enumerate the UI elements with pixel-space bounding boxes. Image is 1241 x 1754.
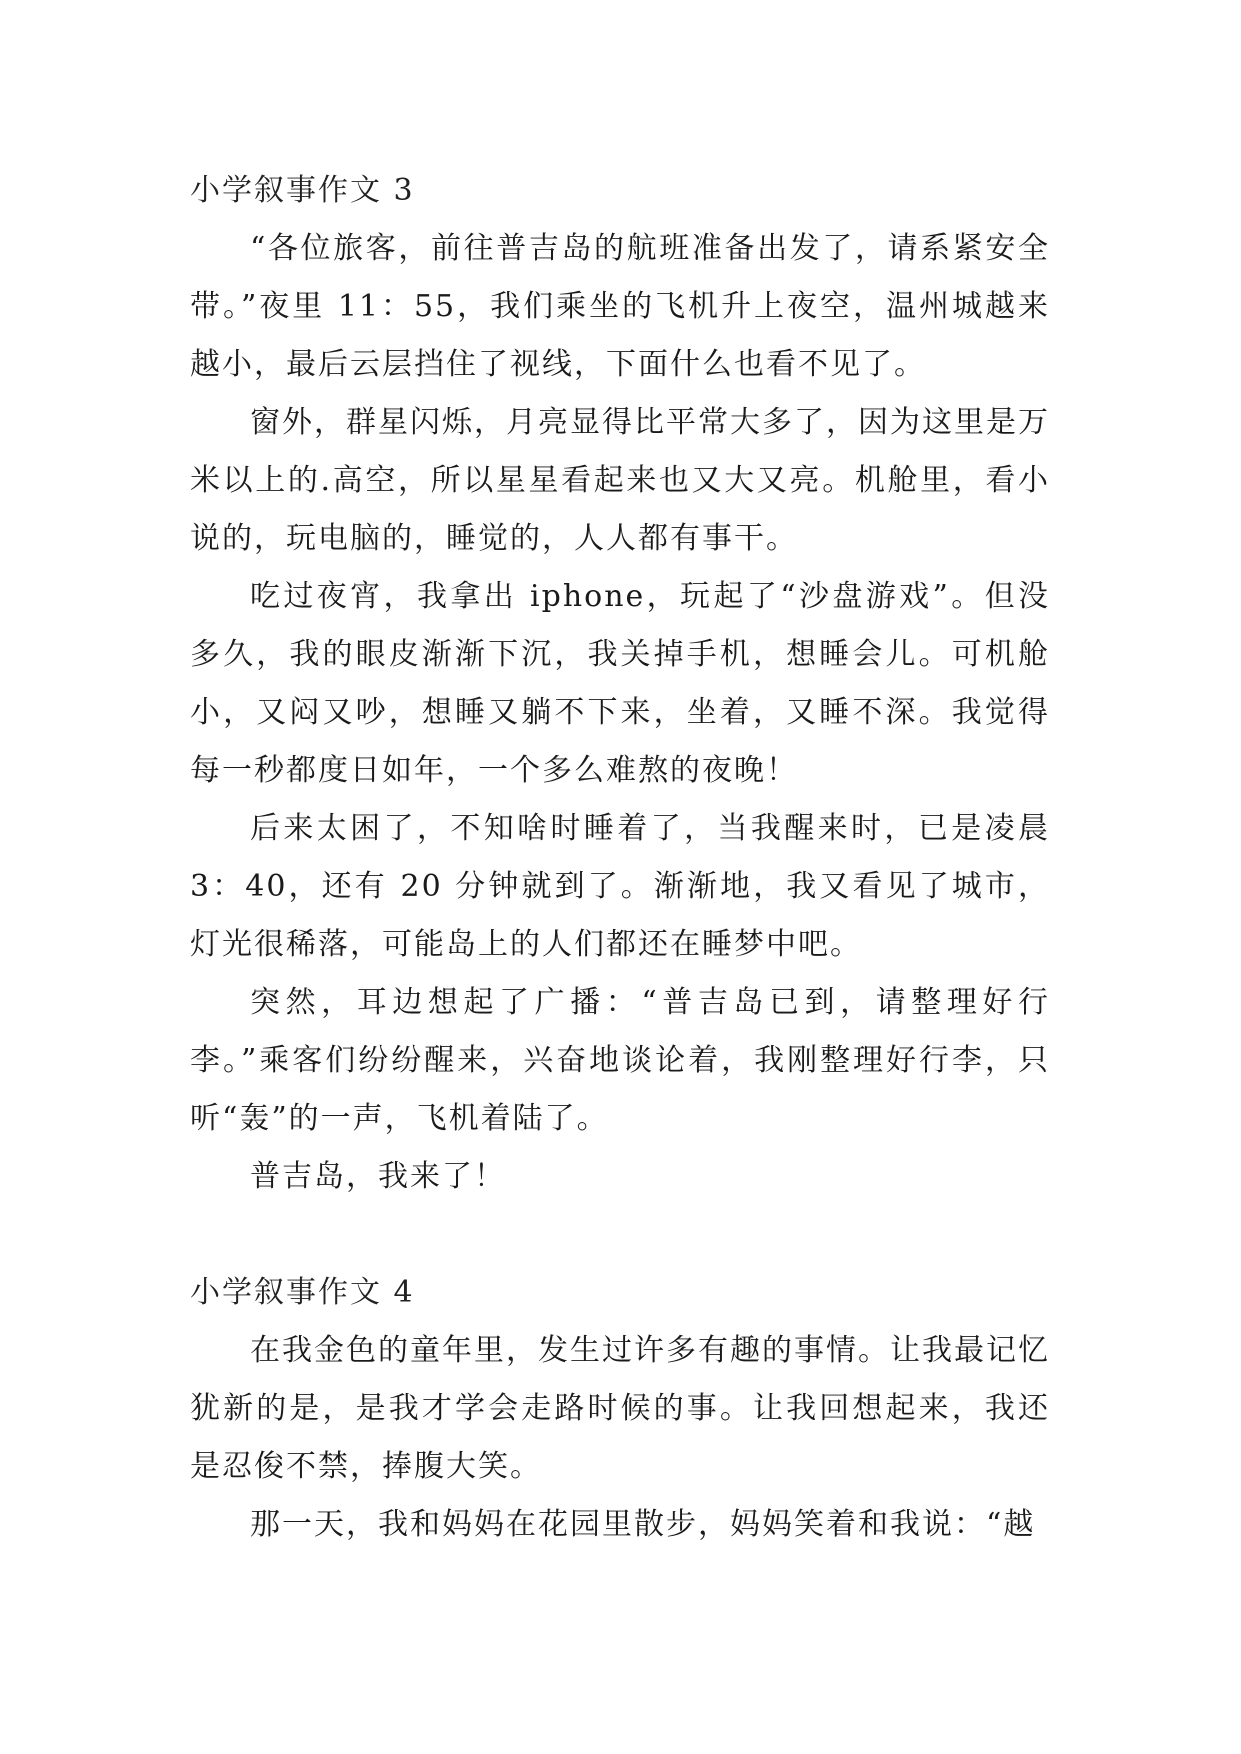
paragraph: “各位旅客，前往普吉岛的航班准备出发了，请系紧安全带。”夜里 11：55，我们乘坐的飞机升上夜空，温州城越来越小，最后云层挡住了视线，下面什么也看不见了。 [190,231,1050,382]
essay-title: 小学叙事作文 4 [190,1275,415,1310]
paragraph: 那一天，我和妈妈在花园里散步，妈妈笑着和我说：“越 [250,1507,1036,1542]
essay-title: 小学叙事作文 3 [190,173,415,208]
paragraph: 吃过夜宵，我拿出 iphone，玩起了“沙盘游戏”。但没多久，我的眼皮渐渐下沉，我关掉手机，想睡会儿。可机舱小，又闷又吵，想睡又躺不下来，坐着，又睡不深。我觉得每一秒都度日如年，一个多么难熬的夜晚！ [190,579,1050,788]
paragraph: 突然，耳边想起了广播：“普吉岛已到，请整理好行李。”乘客们纷纷醒来，兴奋地谈论着，我刚整理好行李，只听“轰”的一声，飞机着陆了。 [190,985,1050,1136]
essay-3 [190,162,1050,1206]
paragraph: 在我金色的童年里，发生过许多有趣的事情。让我最记忆犹新的是，是我才学会走路时候的事。让我回想起来，我还是忍俊不禁，捧腹大笑。 [190,1333,1050,1484]
document-page [190,162,1050,1554]
paragraph: 后来太困了，不知啥时睡着了，当我醒来时，已是凌晨 3：40，还有 20 分钟就到了。渐渐地，我又看见了城市，灯光很稀落，可能岛上的人们都还在睡梦中吧。 [190,811,1050,962]
essay-4 [190,1264,1050,1554]
paragraph: 普吉岛，我来了！ [250,1159,506,1194]
paragraph: 窗外，群星闪烁，月亮显得比平常大多了，因为这里是万米以上的.高空，所以星星看起来也又大又亮。机舱里，看小说的，玩电脑的，睡觉的，人人都有事干。 [190,405,1050,556]
